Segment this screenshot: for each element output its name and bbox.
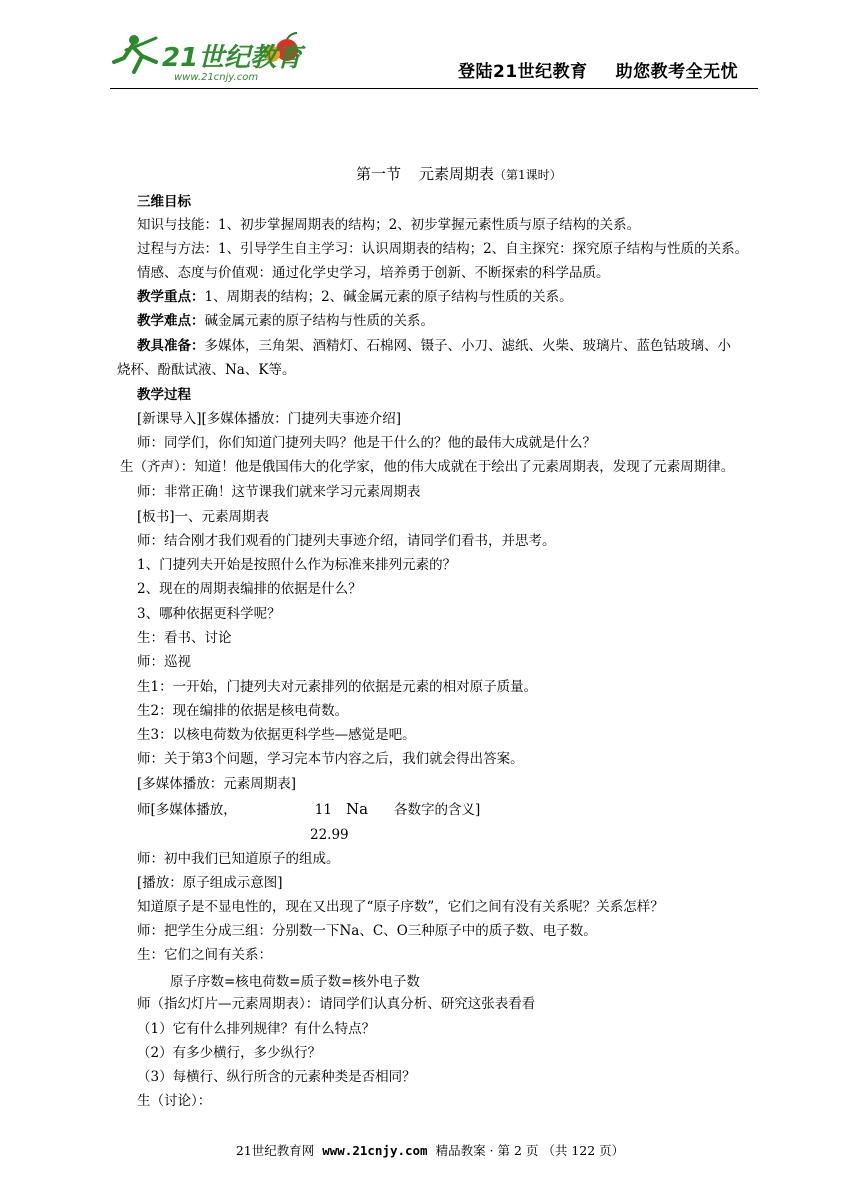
text-line: 1、门捷列夫开始是按照什么作为标准来排列元素的？ [137, 557, 457, 573]
title-note: （第1课时） [494, 168, 562, 182]
text-line-element-card [137, 800, 480, 819]
text-line: 2、现在的周期表编排的依据是什么？ [137, 581, 362, 597]
atomic-mass: 22.99 [310, 827, 349, 843]
heading-process: 教学过程 [137, 387, 191, 403]
text-line: 师：结合刚才我们观看的门捷列夫事迹介绍，请同学们看书，并思考。 [137, 533, 556, 549]
text-line: 生1：一开始，门捷列夫对元素排列的依据是元素的相对原子质量。 [137, 679, 538, 695]
text-line: 生2：现在编排的依据是核电荷数。 [137, 703, 349, 719]
header-slogan [458, 57, 738, 82]
element-card-intro: 师[多媒体播放， [137, 802, 237, 818]
footer-site-url: www.21cnjy.com [322, 1143, 428, 1158]
text-line: 生（讨论）： [137, 1093, 212, 1109]
text-line: [板书]一、元素周期表 [137, 509, 270, 525]
text-line: [新课导入][多媒体播放：门捷列夫事迹介绍] [137, 411, 402, 427]
text-line: 过程与方法：1、引导学生自主学习：认识周期表的结构；2、自主探究：探究原子结构与性质的关系。 [137, 241, 749, 257]
text-line: 师：非常正确！这节课我们就来学习元素周期表 [137, 484, 421, 500]
footer-page-info: 精品教案 · 第 2 页 （共 122 页） [435, 1143, 625, 1158]
title-name: 元素周期表 [419, 165, 495, 183]
text-line: 知道原子是不显电性的，现在又出现了“原子序数”，它们之间有没有关系呢？关系怎样？ [137, 899, 664, 915]
key-points [137, 288, 573, 306]
element-symbol: Na [345, 800, 369, 818]
text-line: 师（指幻灯片—元素周期表）：请同学们认真分析、研究这张表看看 [137, 996, 536, 1012]
runner-icon [114, 35, 156, 72]
slogan-left: 登陆21世纪教育 [458, 62, 588, 82]
slogan-right: 助您教考全无忧 [615, 62, 739, 82]
text-line: 生3：以核电荷数为依据更科学些—感觉是吧。 [137, 727, 416, 743]
text-line: 生：它们之间有关系： [137, 947, 272, 963]
text-line: 师：把学生分成三组：分别数一下Na、C、O三种原子中的质子数、电子数。 [137, 923, 597, 939]
text-line: 情感、态度与价值观：通过化学史学习，培养勇于创新、不断探索的科学品质。 [137, 265, 610, 281]
relation-formula: 原子序数=核电荷数=质子数=核外电子数 [170, 974, 420, 990]
key-points-text: 1、周期表的结构；2、碱金属元素的原子结构与性质的关系。 [204, 289, 573, 305]
difficult-points-text: 碱金属元素的原子结构与性质的关系。 [204, 313, 434, 329]
difficult-points [137, 312, 434, 330]
text-line: 师：关于第3个问题，学习完本节内容之后，我们就会得出答案。 [137, 751, 524, 767]
text-line: 3、哪种依据更科学呢？ [137, 606, 281, 622]
text-line: [播放：原子组成示意图] [137, 875, 283, 891]
page-title [356, 163, 562, 184]
atomic-number: 11 [314, 802, 332, 818]
header-divider [110, 88, 758, 89]
element-card-outro: 各数字的含义] [394, 802, 481, 818]
text-line: 知识与技能：1、初步掌握周期表的结构；2、初步掌握元素性质与原子结构的关系。 [137, 217, 641, 233]
heading-objectives: 三维目标 [137, 194, 191, 210]
text-line: 烧杯、酚酞试液、Na、K等。 [117, 362, 296, 378]
text-line: 生：看书、讨论 [137, 630, 232, 646]
logo-url: www.21cnjy.com [174, 72, 259, 83]
question-item: （2）有多少横行，多少纵行？ [137, 1045, 322, 1061]
teaching-aids-text: 多媒体，三角架、酒精灯、石棉网、镊子、小刀、滤纸、火柴、玻璃片、蓝色钴玻璃、小 [204, 338, 731, 354]
question-item: （1）它有什么排列规律？有什么特点？ [137, 1021, 376, 1037]
text-line: [多媒体播放：元素周期表] [137, 776, 297, 792]
page-header [0, 0, 860, 90]
question-item: （3）每横行、纵行所含的元素种类是否相同？ [137, 1069, 416, 1085]
text-line: 师：巡视 [137, 654, 191, 670]
teaching-aids [137, 337, 731, 355]
title-section: 第一节 [356, 165, 402, 183]
logo [112, 28, 312, 88]
footer-site-name: 21世纪教育网 [235, 1143, 315, 1158]
difficult-points-label: 教学难点： [137, 313, 205, 329]
key-points-label: 教学重点： [137, 289, 205, 305]
logo-text: 21世纪教育 [162, 43, 303, 73]
teaching-aids-label: 教具准备： [137, 338, 205, 354]
text-line: 师：同学们，你们知道门捷列夫吗？他是干什么的？他的最伟大成就是什么？ [137, 435, 596, 451]
text-line: 生（齐声）：知道！他是俄国伟大的化学家，他的伟大成就在于绘出了元素周期表，发现了元素周期律。 [120, 459, 735, 475]
text-line: 师：初中我们已知道原子的组成。 [137, 851, 340, 867]
page-footer [0, 1141, 860, 1159]
